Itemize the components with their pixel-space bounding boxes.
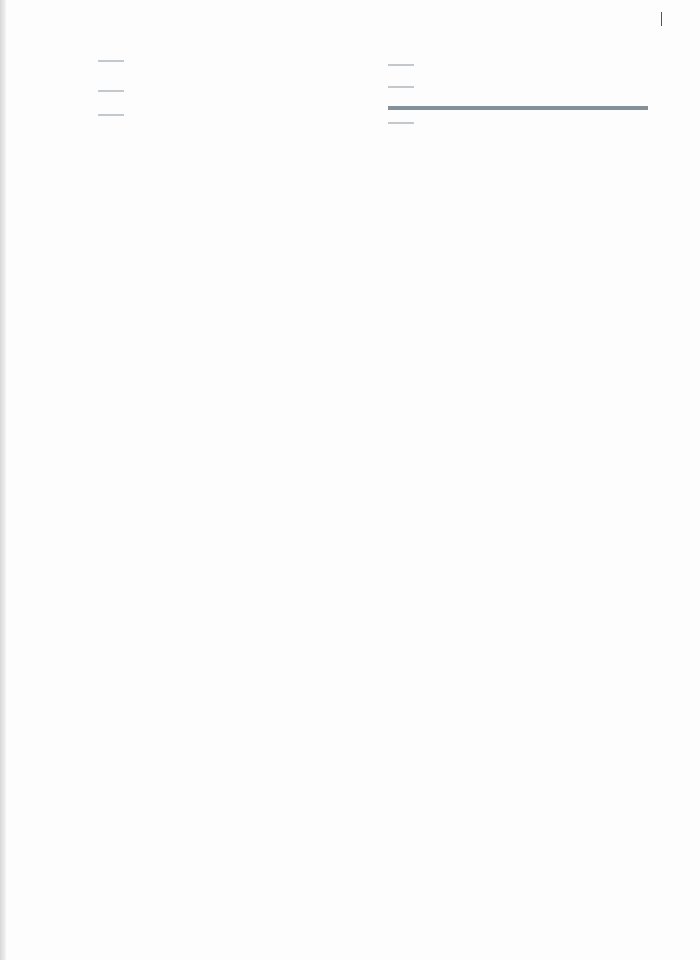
question-number — [98, 127, 110, 133]
book-spine-shadow — [0, 0, 6, 960]
page-35-label — [98, 90, 124, 92]
unit-6-banner — [388, 106, 648, 110]
page-38-label — [388, 86, 414, 88]
header-divider — [661, 12, 662, 26]
page-header — [653, 12, 670, 26]
page-34-label — [98, 60, 124, 62]
page-37-label — [388, 64, 414, 66]
page-36-label — [98, 114, 124, 116]
question-5 — [98, 127, 360, 133]
page-39-label — [388, 122, 414, 124]
right-column — [388, 54, 650, 135]
left-column — [98, 54, 360, 133]
